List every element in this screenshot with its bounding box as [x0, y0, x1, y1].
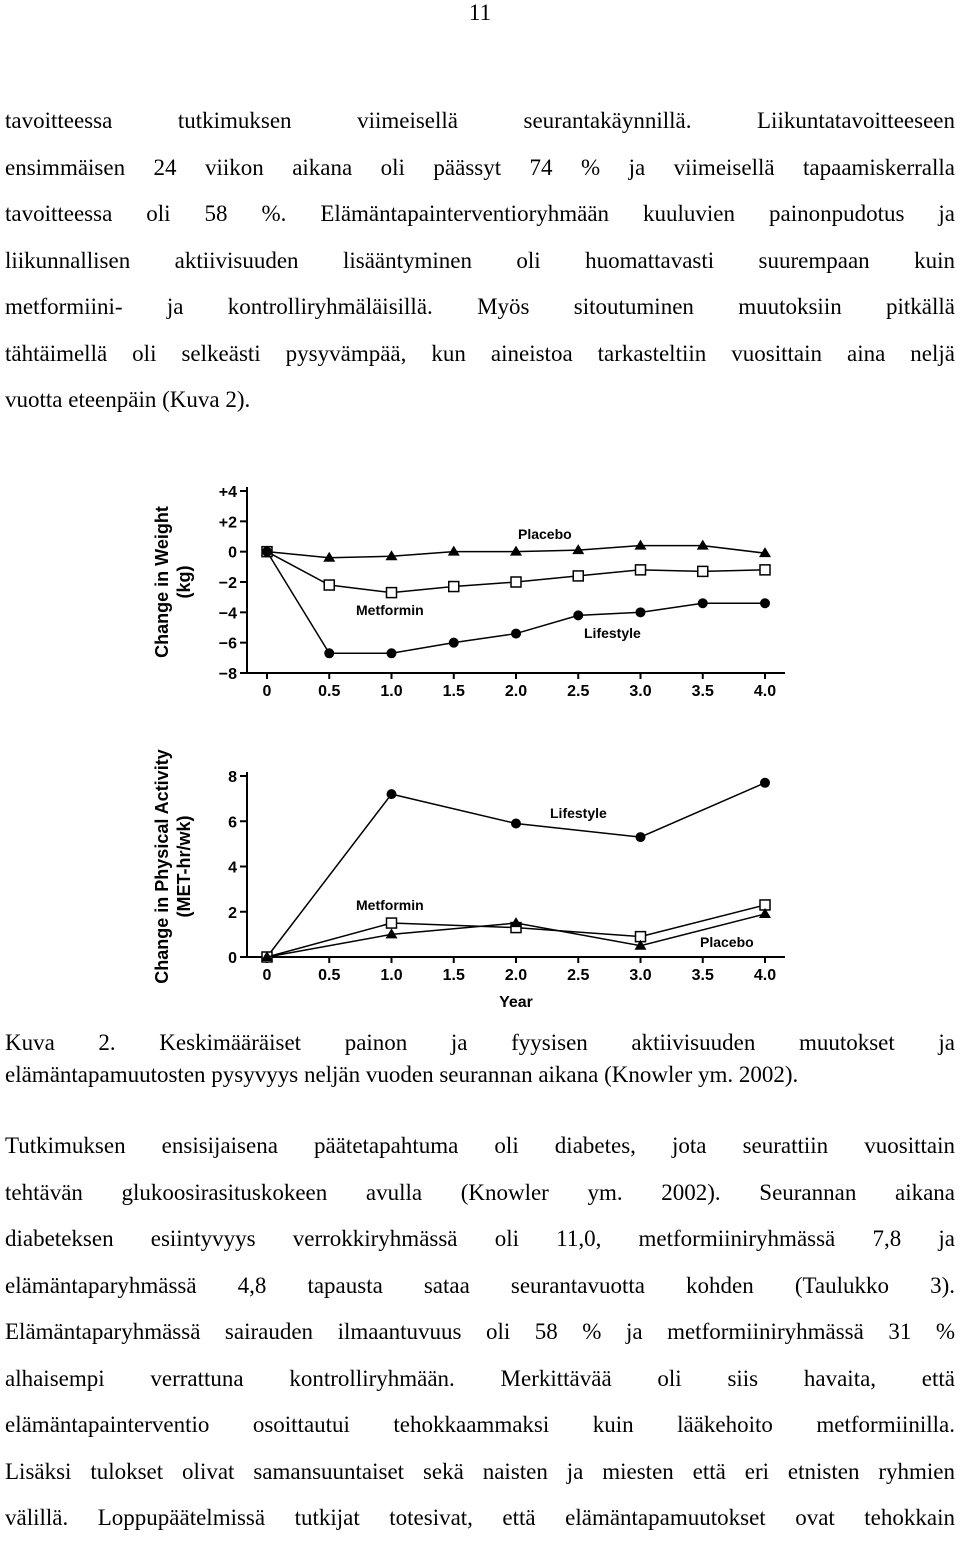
- data-point-square: [324, 580, 334, 590]
- x-tick-label: 2.5: [567, 967, 590, 984]
- y-axis-label-line: (MET-hr/wk): [174, 815, 194, 918]
- y-tick-label: −2: [218, 575, 237, 592]
- text-line: vuotta eteenpäin (Kuva 2).: [5, 387, 251, 412]
- data-point-circle: [449, 638, 459, 648]
- y-tick-label: −4: [218, 605, 237, 623]
- figure-charts: [0, 470, 960, 1015]
- text-line: Tutkimuksen ensisijaisena päätetapahtuma oli diabetes, jota seurattiin vuosittain: [5, 1133, 955, 1158]
- data-point-triangle: [448, 546, 460, 556]
- data-point-triangle: [635, 540, 647, 550]
- data-point-circle: [698, 598, 708, 608]
- text-line: Lisäksi tulokset olivat samansuuntaiset sekä naisten ja miesten että eri etnisten ryhmien: [5, 1458, 955, 1484]
- data-point-square: [573, 571, 583, 581]
- series-placebo: [261, 526, 771, 562]
- x-tick-label: 2.0: [504, 683, 528, 700]
- text-line: tavoitteessa tutkimuksen viimeisellä seurantakäynnillä. Liikuntatavoitteeseen: [5, 108, 955, 133]
- text-line: Elämäntaparyhmässä sairauden ilmaantuvuus oli 58 % ja metformiiniryhmässä 31 %: [5, 1319, 955, 1344]
- data-point-circle: [636, 607, 646, 617]
- x-tick-label: 3.0: [629, 967, 652, 984]
- series-placebo: [261, 908, 771, 961]
- x-tick-label: 1.0: [380, 967, 403, 984]
- text-line: ensimmäisen 24 viikon aikana oli päässyt 74 % ja viimeisellä tapaamiskerralla: [5, 154, 955, 180]
- series-lifestyle: [262, 778, 770, 962]
- x-tick-label: 1.5: [442, 967, 465, 984]
- text-line: alhaisempi verrattuna kontrolliryhmään. Merkittävää oli siis havaita, että: [5, 1365, 955, 1391]
- x-tick-label: 4.0: [753, 967, 777, 984]
- y-axis-label-line: Change in Weight: [152, 506, 172, 658]
- x-tick-label: 2.5: [567, 683, 590, 700]
- y-axis-label: [152, 749, 194, 983]
- x-tick-label: 3.5: [691, 683, 714, 700]
- data-point-square: [387, 588, 397, 598]
- series-lifestyle: [262, 547, 770, 659]
- y-tick-label: 2: [228, 904, 237, 922]
- physical-activity-chart: [152, 749, 785, 1011]
- data-point-circle: [573, 610, 583, 620]
- data-point-square: [387, 918, 397, 928]
- y-tick-label: −6: [218, 635, 237, 653]
- y-tick-label: 4: [228, 859, 237, 877]
- x-tick-label: 0: [262, 967, 272, 984]
- x-axis-label: Year: [499, 994, 533, 1011]
- series-label: Metformin: [356, 602, 424, 618]
- body-paragraph-2: [5, 1123, 955, 1542]
- body-paragraph-1: [5, 98, 955, 424]
- data-point-circle: [636, 832, 646, 842]
- data-point-circle: [511, 629, 521, 639]
- x-tick-label: 3.0: [629, 683, 652, 700]
- data-point-circle: [511, 819, 521, 829]
- data-point-square: [698, 566, 708, 576]
- y-axis-label: [152, 506, 194, 658]
- series-label: Placebo: [700, 934, 754, 950]
- data-point-circle: [760, 778, 770, 788]
- y-tick-label: 8: [228, 769, 237, 786]
- x-tick-label: 0.5: [318, 683, 341, 700]
- x-tick-label: 0: [262, 683, 272, 700]
- data-point-square: [760, 565, 770, 575]
- y-tick-label: +4: [218, 484, 237, 501]
- series-label: Placebo: [518, 526, 572, 542]
- data-point-triangle: [697, 540, 709, 550]
- text-line: liikunnallisen aktiivisuuden lisääntyminen oli huomattavasti suurempaan kuin: [5, 247, 955, 273]
- caption-line: elämäntapamuutosten pysyvyys neljän vuoden seurannan aikana (Knowler ym. 2002).: [5, 1062, 799, 1087]
- y-tick-label: 6: [228, 814, 237, 832]
- x-tick-label: 2.0: [504, 967, 528, 984]
- text-line: elämäntaparyhmässä 4,8 tapausta sataa seurantavuotta kohden (Taulukko 3).: [5, 1272, 955, 1298]
- x-tick-label: 3.5: [691, 967, 714, 984]
- data-point-square: [636, 565, 646, 575]
- weight-change-chart: [152, 484, 785, 700]
- caption-line: Kuva 2. Keskimääräiset painon ja fyysisen aktiivisuuden muutokset ja: [5, 1030, 955, 1055]
- figure-caption: [5, 1027, 955, 1091]
- y-tick-label: −8: [218, 666, 237, 683]
- data-point-circle: [262, 547, 272, 557]
- y-tick-label: 0: [228, 950, 237, 967]
- data-point-square: [511, 577, 521, 587]
- text-line: välillä. Loppupäätelmissä tutkijat totesivat, että elämäntapamuutokset ovat tehokkain: [5, 1505, 955, 1530]
- series-label: Lifestyle: [550, 805, 607, 821]
- y-tick-label: 0: [228, 544, 237, 562]
- text-line: tavoitteessa oli 58 %. Elämäntapainterventioryhmään kuuluvien painonpudotus ja: [5, 201, 955, 226]
- text-line: metformiini- ja kontrolliryhmäläisillä. Myös sitoutuminen muutoksiin pitkällä: [5, 294, 955, 319]
- y-tick-label: +2: [218, 514, 237, 532]
- x-tick-label: 1.5: [442, 683, 465, 700]
- series-label: Lifestyle: [584, 625, 641, 641]
- data-point-circle: [324, 648, 334, 658]
- series-label: Metformin: [356, 897, 424, 913]
- series-metformin: [262, 897, 770, 962]
- data-point-circle: [760, 598, 770, 608]
- page-number: 11: [468, 0, 492, 25]
- x-tick-label: 4.0: [753, 683, 777, 700]
- text-line: tähtäimellä oli selkeästi pysyvämpää, kun aineistoa tarkasteltiin vuosittain aina neljä: [5, 340, 955, 366]
- y-axis-label-line: Change in Physical Activity: [152, 749, 172, 984]
- data-point-triangle: [510, 546, 522, 556]
- data-point-circle: [387, 648, 397, 658]
- text-line: diabeteksen esiintyvyys verrokkiryhmässä oli 11,0, metformiiniryhmässä 7,8 ja: [5, 1226, 955, 1251]
- x-tick-label: 0.5: [318, 967, 341, 984]
- data-point-square: [449, 582, 459, 592]
- x-tick-label: 1.0: [380, 683, 403, 700]
- text-line: tehtävän glukoosirasituskokeen avulla (Knowler ym. 2002). Seurannan aikana: [5, 1179, 955, 1205]
- data-point-circle: [387, 789, 397, 799]
- text-line: elämäntapainterventio osoittautui tehokkaammaksi kuin lääkehoito metformiinilla.: [5, 1412, 955, 1437]
- y-axis-label-line: (kg): [174, 565, 194, 599]
